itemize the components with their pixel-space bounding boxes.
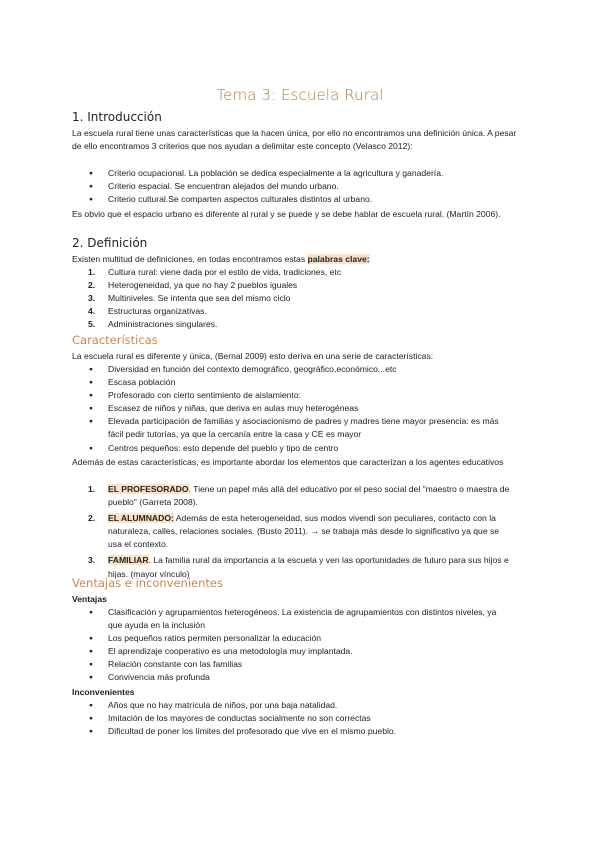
list-item: ● Relación constante con las familias (72, 658, 528, 671)
list-item: ● Dificultad de poner los límites del profesorado que vive en el mismo pueblo. (72, 725, 528, 738)
list-item: 1. EL PROFESORADO. Tiene un papel más allá del educativo por el peso social del "maestro o maestra de pueblo" (Garreta 2008). (88, 484, 510, 508)
intro-closing: Es obvio que el espacio urbano es diferente al rural y se puede y se debe hablar de escuela rural. (Martín 2006). (72, 209, 501, 219)
keyword-highlight: palabras clave: (307, 254, 370, 264)
list-item: 2. Heterogeneidad, ya que no hay 2 pueblos iguales (88, 280, 298, 291)
inconvenientes-list (72, 699, 528, 738)
list-item: ● Elevada participación de familias y asociacionismo de padres y madres tiene mayor presencia: es más fácil pedir tutorías, ya que la cercanía entre la casa y CE es mayor (72, 415, 528, 441)
agent-key: EL PROFESORADO (108, 484, 189, 494)
agent-key: EL ALUMNADO: (108, 513, 174, 524)
heading-definicion: 2. Definición (72, 236, 148, 250)
caracteristicas-list (72, 363, 528, 455)
list-item: ● El aprendizaje cooperativo es una metodología muy implantada. (72, 645, 528, 658)
list-item: 3. FAMILIAR. La familia rural da importancia a la escuela y ven las oportunidades de futuro para sus hijos e hijas. (mayor vínculo) (88, 555, 509, 579)
caracteristicas-lead: La escuela rural es diferente y única, (Bernal 2009) esto deriva en una serie de características: (72, 351, 434, 361)
list-item: ● Convivencia más profunda (72, 671, 528, 684)
list-item: 1. Cultura rural: viene dada por el estilo de vida, tradiciones, etc (88, 267, 342, 277)
list-item: 5. Administraciones singulares. (88, 319, 218, 330)
heading-introduccion: 1. Introducción (72, 110, 162, 124)
list-item: ● Imitación de los mayores de conductas socialmente no son correctas (72, 712, 528, 725)
definicion-lead-text: Existen multitud de definiciones, en todas encontramos estas (72, 254, 306, 264)
agents-list (72, 483, 528, 581)
list-item: ● Criterio espacial. Se encuentran alejados del mundo urbano. (72, 180, 528, 193)
agents-lead: Además de estas características, es importante abordar los elementos que caracterizan a los agentes educativos (72, 457, 504, 467)
list-item: ● Criterio cultural.Se comparten aspectos culturales distintos al urbano. (72, 193, 528, 206)
list-item: ● Años que no hay matrícula de niños, por una baja natalidad. (72, 699, 528, 712)
list-item: ● Escasez de niños y niñas, que deriva en aulas muy heterogéneas (72, 402, 528, 415)
heading-caracteristicas: Características (72, 333, 158, 347)
list-item: 3. Multiniveles. Se intenta que sea del mismo ciclo (88, 293, 291, 304)
list-item: ● Centros pequeños: esto depende del pueblo y tipo de centro (72, 442, 528, 455)
ventajas-list (72, 606, 528, 685)
page-title: Tema 3: Escuela Rural (216, 86, 384, 104)
list-item: ● Los pequeños ratios permiten personalizar la educación (72, 632, 528, 645)
heading-ventajas: Ventajas e inconvenientes (72, 576, 223, 590)
list-item: ● Escasa población (72, 376, 528, 389)
agent-key: FAMILIAR (108, 555, 149, 566)
criteria-list (72, 167, 528, 206)
inconvenientes-label: Inconvenientes (72, 687, 135, 697)
list-item: 4. Estructuras organizativas. (88, 306, 207, 317)
list-item: ● Diversidad en función del contexto demográfico, geográfico,económico...etc (72, 363, 528, 376)
intro-paragraph: La escuela rural tiene unas características que la hacen única, por ello no encontramos una definición única. A pesar de ello encontramos 3 criterios que nos ayudan a delimitar este concepto (Velasco 2012): (72, 128, 517, 152)
definicion-lead (72, 253, 528, 266)
ventajas-label: Ventajas (72, 594, 107, 604)
list-item: 2. EL ALUMNADO: Además de esta heterogeneidad, sus modos vivendi son peculiares, contacto con la naturaleza, calles, relaciones sociales. (Busto 2011). → se trabaja más desde lo significativo ya que se usa el contexto. (88, 513, 500, 550)
list-item: ● Criterio ocupacional. La población se dedica especialmente a la agricultura y ganadería. (72, 167, 528, 180)
definicion-list (72, 266, 528, 331)
list-item: ● Profesorado con cierto sentimiento de aislamiento: (72, 389, 528, 402)
list-item: ● Clasificación y agrupamientos heterogéneos. La existencia de agrupamientos con distintos niveles, ya que ayuda en la inclusión (72, 606, 528, 632)
